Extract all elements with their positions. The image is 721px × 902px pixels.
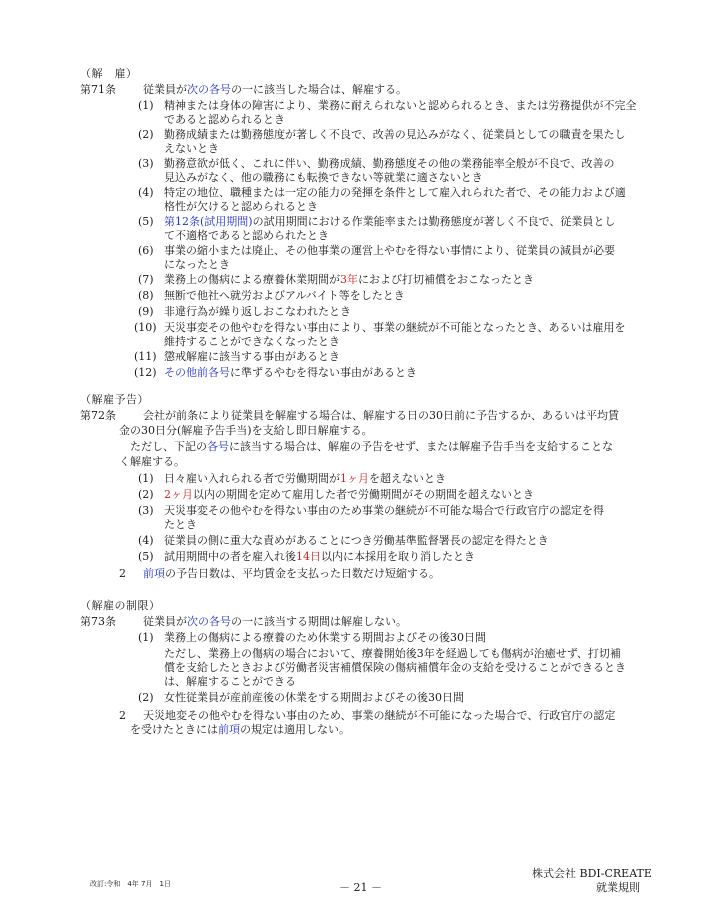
section-heading-dismissal: （解 雇） [80, 67, 138, 80]
list-item: (12) その他前各号に準ずるやむを得ない事由があるとき [134, 366, 417, 379]
list-item: (4) 特定の地位、職種または一定の能力の発揮を条件として雇入れられた者で、その能力および適 [138, 186, 626, 199]
list-item: (2) 2ヶ月以内の期間を定めて雇用した者で労働期間がその期間を超えないとき [138, 488, 534, 501]
article-73-intro: 従業員が次の各号の一に該当する期間は解雇しない。 [143, 615, 407, 628]
company-name: 株式会社 BDI-CREATE [532, 867, 652, 880]
list-item: (7) 業務上の傷病による療養休業期間が3年におよび打切補償をおこなったとき [138, 273, 534, 286]
list-item-cont: であると認められるとき [164, 113, 285, 126]
article-number-72: 第72条 [80, 409, 116, 422]
article-number-71: 第71条 [80, 83, 116, 96]
article-73-clause-2-cont: を受けたときには前項の規定は適用しない。 [130, 723, 350, 736]
list-item: (2) 勤務成績または勤務態度が著しく不良で、改善の見込みがなく、従業員としての職責を果たし [138, 128, 626, 141]
article-73-clause-2: 2 天災地変その他やむを得ない事由のため、事業の継続が不可能になった場合で、行政官庁の認定 [119, 709, 616, 722]
article-71-intro: 従業員が次の各号の一に該当した場合は、解雇する。 [143, 83, 407, 96]
article-72-clause-2: 2 前項の予告日数は、平均賃金を支払った日数だけ短縮する。 [119, 567, 440, 580]
list-item: (5) 試用期間中の者を雇入れ後14日以内に本採用を取り消したとき [138, 550, 475, 563]
list-item: (1) 業務上の傷病による療養のため休業する期間およびその後30日間 [138, 631, 486, 644]
article-72-para1: 会社が前条により従業員を解雇する場合は、解雇する日の30日前に予告するか、あるいは平均賃 [143, 409, 619, 422]
list-item-cont: たとき [164, 518, 197, 531]
list-item: (9) 非違行為が繰り返しおこなわれたとき [138, 305, 351, 318]
list-item-cont: て不適格であると認められたとき [164, 229, 329, 242]
list-item-cont: えないとき [164, 142, 219, 155]
list-item-cont: 維持することができなくなったとき [164, 335, 340, 348]
revision-date: 改訂:令和 4年 7月 1日 [90, 880, 171, 888]
list-item-cont: になったとき [164, 258, 230, 271]
article-72-para2: ただし、下記の各号に該当する場合は、解雇の予告をせず、または解雇予告手当を支給することな [130, 440, 614, 453]
list-item: (1) 精神または身体の障害により、業務に耐えられないと認められるとき、または労務提供が不完全 [138, 99, 637, 112]
list-item: (4) 従業員の側に重大な責めがあることにつき労働基準監督署長の認定を得たとき [138, 534, 549, 547]
list-item: (3) 勤務意欲が低く、これに伴い、勤務成績、勤務態度その他の業務能率全般が不良で、改善の [138, 157, 615, 170]
list-item: (5) 第12条(試用期間)の試用期間における作業能率または勤務態度が著しく不良で、従業員とし [138, 215, 616, 228]
section-heading-dismissal-limits: （解雇の制限） [80, 599, 161, 612]
list-item: (11) 懲戒解雇に該当する事由があるとき [134, 350, 340, 363]
article-72-para2-cont: く解雇する。 [119, 455, 185, 468]
article-72-para1-cont: 金の30日分(解雇予告手当)を支給し即日解雇する。 [119, 424, 373, 437]
list-item-cont: 見込みがなく、他の職務にも転換できない等就業に適さないとき [164, 171, 483, 184]
list-item: (6) 事業の縮小または廃止、その他事業の運営上やむを得ない事情により、従業員の減員が必要 [138, 244, 615, 257]
list-item-detail: は、解雇することができる [164, 675, 296, 688]
list-item-detail: 償を支給したときおよび労働者災害補償保険の傷病補償年金の支給を受けることができるとき [164, 661, 626, 674]
list-item-cont: 格性が欠けると認められるとき [164, 200, 318, 213]
list-item: (8) 無断で他社へ就労およびアルバイト等をしたとき [138, 289, 405, 302]
page-number: － 21 － [339, 881, 382, 894]
list-item-detail: ただし、業務上の傷病の場合において、療養開始後3年を経過しても傷病が治癒せず、打切補 [164, 647, 621, 660]
section-heading-dismissal-notice: （解雇予告） [80, 393, 149, 406]
article-number-73: 第73条 [80, 615, 116, 628]
document-title: 就業規則 [596, 881, 640, 894]
list-item: (10) 天災事変その他やむを得ない事由により、事業の継続が不可能となったとき、あるいは雇用を [134, 321, 626, 334]
list-item: (3) 天災事変その他やむを得ない事由のため事業の継続が不可能な場合で行政官庁の認定を得 [138, 504, 604, 517]
list-item: (2) 女性従業員が産前産後の休業をする期間およびその後30日間 [138, 691, 464, 704]
list-item: (1) 日々雇い入れられる者で労働期間が1ヶ月を超えないとき [138, 472, 446, 485]
